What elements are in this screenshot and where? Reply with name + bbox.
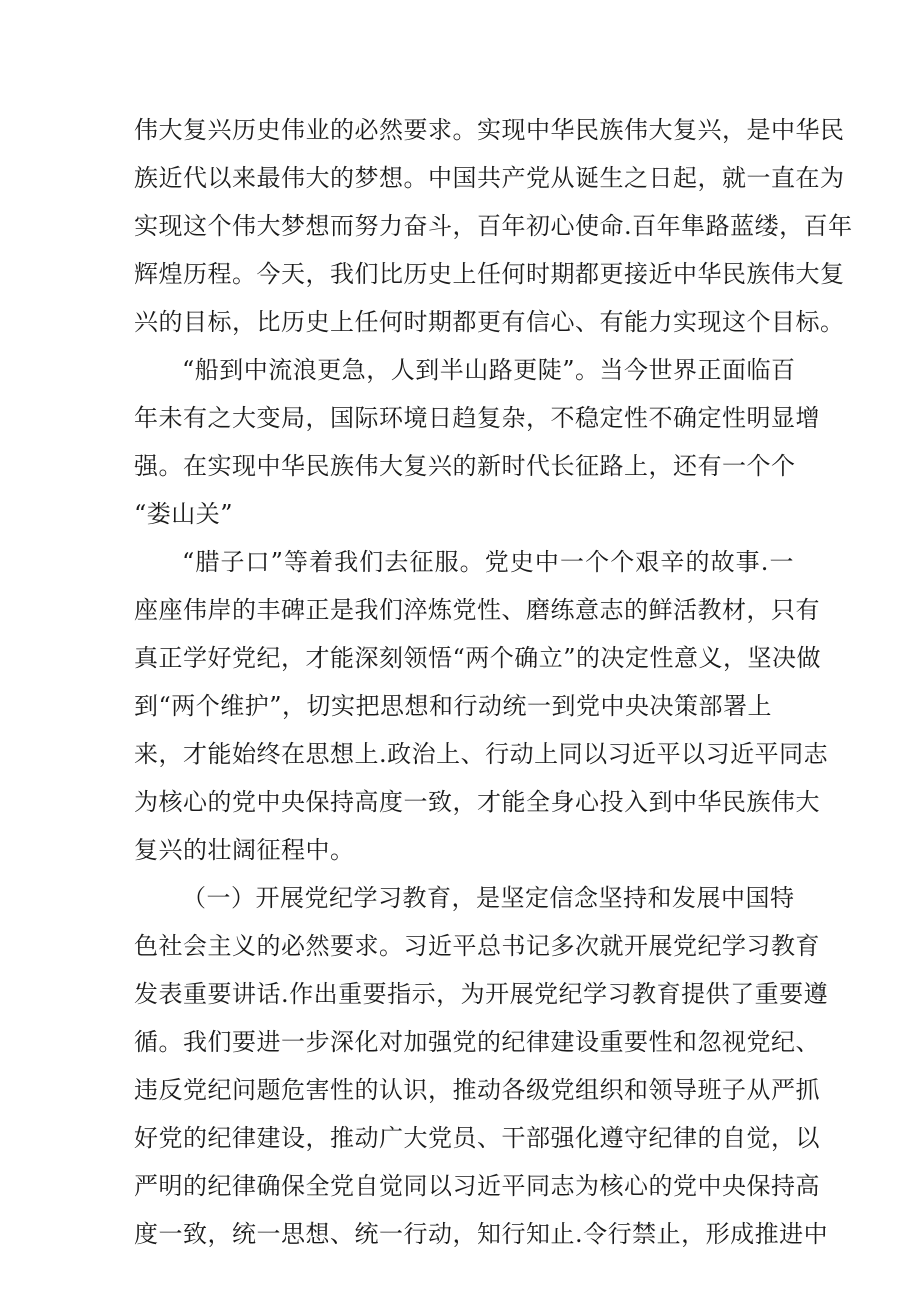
- text-line: 真正学好党纪，才能深刻领悟“两个确立”的决定性意义，坚决做: [134, 644, 822, 672]
- text-line: 违反党纪问题危害性的认识，推动各级党组织和领导班子从严抓: [134, 1076, 820, 1104]
- text-line: “船到中流浪更急，人到半山路更陡”。当今世界正面临百: [182, 356, 796, 384]
- text-line: 来，才能始终在思想上.政治上、行动上同以习近平以习近平同志: [134, 740, 829, 768]
- text-line: 好党的纪律建设，推动广大党员、干部强化遵守纪律的自觉，以: [134, 1124, 820, 1152]
- text-line: “腊子口”等着我们去征服。党史中一个个艰辛的故事.一: [182, 548, 794, 576]
- text-line: 族近代以来最伟大的梦想。中国共产党从诞生之日起，就一直在为: [134, 164, 845, 192]
- text-line: 发表重要讲话.作出重要指示，为开展党纪学习教育提供了重要遵: [134, 980, 829, 1008]
- text-line: （一）开展党纪学习教育，是坚定信念坚持和发展中国特: [182, 884, 795, 912]
- text-line: 伟大复兴历史伟业的必然要求。实现中华民族伟大复兴，是中华民: [134, 116, 845, 144]
- text-line: 为核心的党中央保持高度一致，才能全身心投入到中华民族伟大: [134, 788, 820, 816]
- text-line: “娄山关”: [134, 500, 234, 528]
- text-line: 年未有之大变局，国际环境日趋复杂，不稳定性不确定性明显增: [134, 404, 820, 432]
- text-line: 辉煌历程。今天，我们比历史上任何时期都更接近中华民族伟大复: [134, 260, 845, 288]
- text-line: 到“两个维护”，切实把思想和行动统一到党中央决策部署上: [134, 692, 773, 720]
- text-line: 复兴的壮阔征程中。: [134, 836, 355, 864]
- text-line: 度一致，统一思想、统一行动，知行知止.令行禁止，形成推进中: [134, 1220, 829, 1248]
- text-line: 严明的纪律确保全党自觉同以习近平同志为核心的党中央保持高: [134, 1172, 820, 1200]
- text-line: 兴的目标，比历史上任何时期都更有信心、有能力实现这个目标。: [134, 308, 845, 336]
- text-line: 实现这个伟大梦想而努力奋斗，百年初心使命.百年隼路蓝缕，百年: [134, 212, 853, 240]
- text-line: 色社会主义的必然要求。习近平总书记多次就开展党纪学习教育: [134, 932, 820, 960]
- text-line: 强。在实现中华民族伟大复兴的新时代长征路上，还有一个个: [134, 452, 796, 480]
- text-line: 循。我们要进一步深化对加强党的纪律建设重要性和忽视党纪、: [134, 1028, 820, 1056]
- text-line: 座座伟岸的丰碑正是我们淬炼党性、磨练意志的鲜活教材，只有: [134, 596, 820, 624]
